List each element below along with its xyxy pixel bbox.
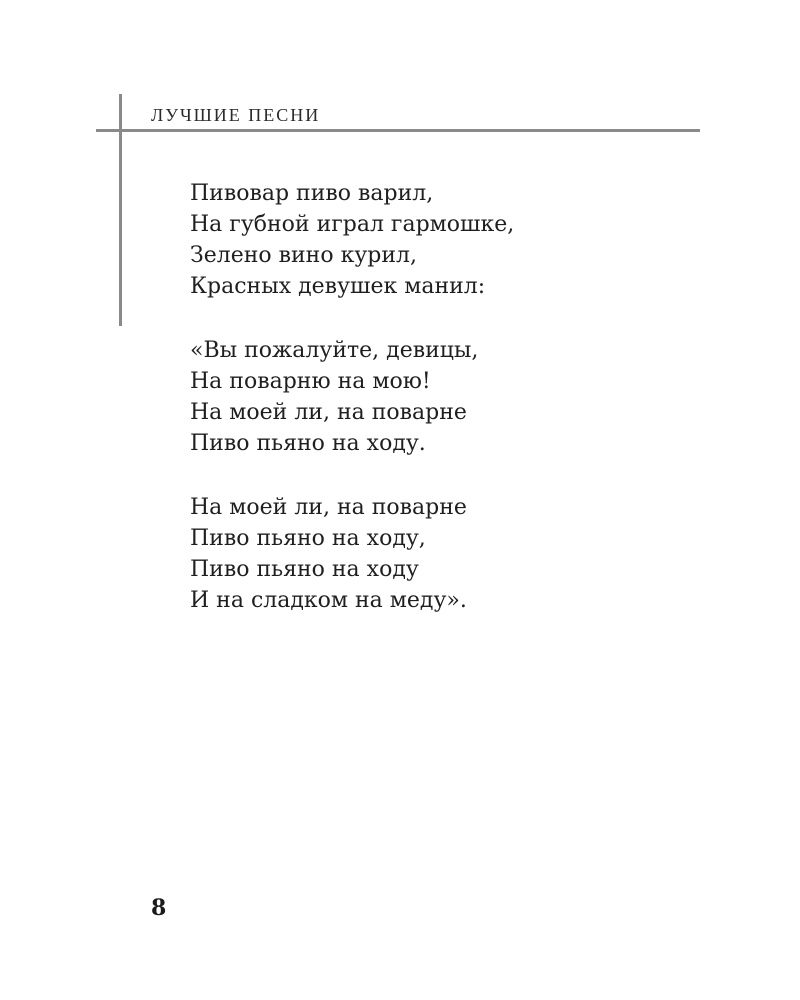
poem-line: «Вы пожалуйте, девицы, (190, 338, 479, 363)
poem-line: Пиво пьяно на ходу. (190, 431, 426, 456)
poem-line: Пивовар пиво варил, (190, 181, 434, 206)
poem-line: На моей ли, на поварне (190, 495, 467, 520)
poem-line: На поварню на мою! (190, 369, 431, 394)
poem-line: На моей ли, на поварне (190, 400, 467, 425)
running-head: ЛУЧШИЕ ПЕСНИ (151, 105, 321, 125)
header-rule (96, 129, 700, 132)
page-number: 8 (151, 895, 167, 921)
poem-line: Пиво пьяно на ходу (190, 557, 419, 582)
stanza (190, 335, 710, 459)
poem-line: Зелено вино курил, (190, 243, 417, 268)
poem-line: Красных девушек манил: (190, 274, 486, 299)
poem-line: И на сладком на меду». (190, 588, 467, 613)
poem-line: Пиво пьяно на ходу, (190, 526, 426, 551)
stanza (190, 178, 710, 302)
poem-line: На губной играл гармошке, (190, 212, 515, 237)
poem (190, 178, 710, 649)
stanza (190, 492, 710, 616)
